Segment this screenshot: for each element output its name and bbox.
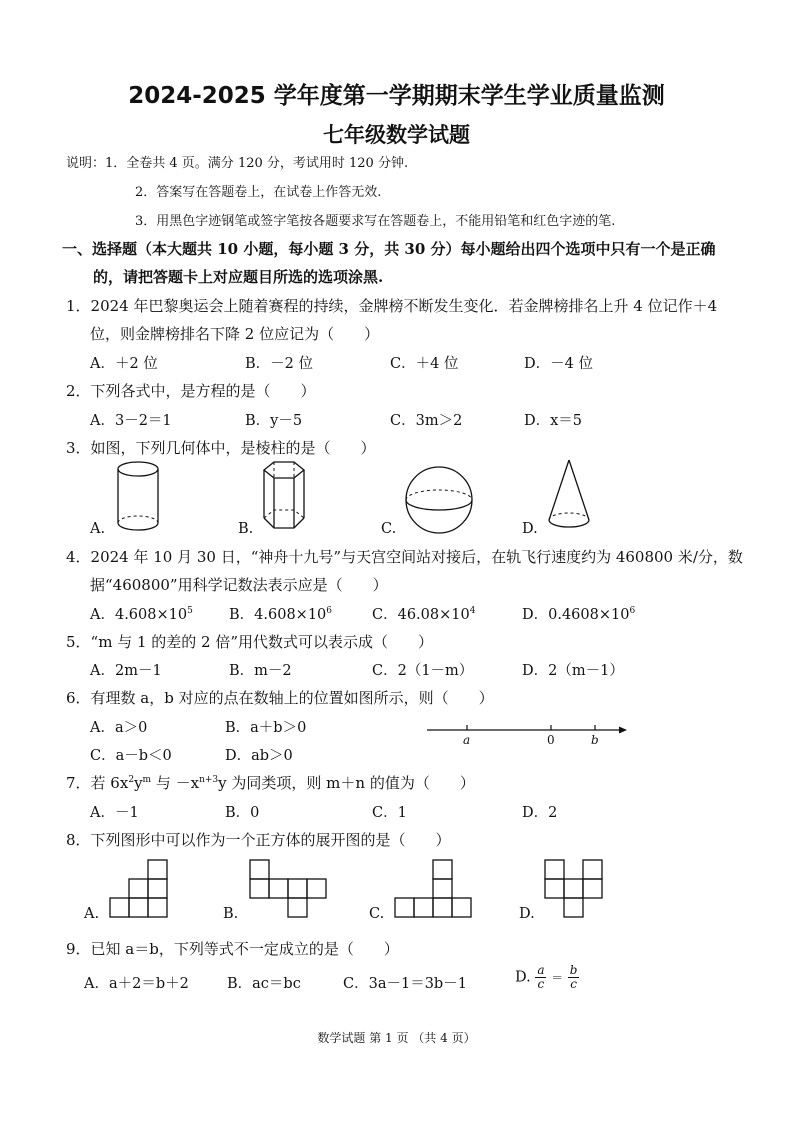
q8-option-b: B.	[223, 906, 239, 922]
q5-option-a: A．2m－1	[90, 663, 162, 679]
q2-option-a: A．3－2＝1	[90, 413, 172, 429]
q7-stem: 7．若 $6x^2y^m$ 与 $-x^{n+3}y$ 为同类项，则 m＋n 的值为（ ）	[66, 774, 475, 792]
q7-option-b: B．0	[225, 805, 260, 821]
q7-option-d: D．2	[522, 805, 558, 821]
section-heading-line1: 一、选择题（本大题共 10 小题，每小题 3 分，共 30 分）每小题给出四个选项中只有一个是正确	[62, 240, 716, 258]
q6-option-a: A．a＞0	[90, 720, 148, 736]
q4-stem-line1: 4．2024 年 10 月 30 日，“神舟十九号”与天宫空间站对接后，在轨飞行速度约为 460800 米/分，数	[66, 548, 743, 566]
q1-stem-line2: 位，则金牌榜排名下降 2 位应记为（ ）	[90, 325, 380, 343]
q6-option-d: D．ab＞0	[225, 748, 293, 764]
cube-net-b	[250, 860, 350, 920]
sphere-figure	[402, 463, 478, 539]
cylinder-figure	[110, 460, 170, 535]
q4-option-c: C．$46.08\times 10^4$	[372, 606, 476, 623]
q6-option-c: C．a－b＜0	[90, 748, 172, 764]
q1-option-a: A．＋2 位	[90, 356, 158, 372]
fraction-a-over-c: $\frac{a}{c}$	[537, 963, 545, 991]
q4-option-d: D．$0.4608\times 10^6$	[522, 606, 636, 623]
q3-option-d: D.	[522, 521, 538, 537]
q9-option-a: A．a＋2＝b＋2	[84, 976, 189, 992]
q4-stem-line2: 据“460800”用科学记数法表示应是（ ）	[90, 576, 388, 594]
q2-option-c: C．3m＞2	[390, 413, 463, 429]
axis-label-a: a	[463, 733, 471, 747]
q1-option-b: B．－2 位	[245, 356, 313, 372]
q4-option-b: B．$4.608\times 10^6$	[229, 606, 333, 623]
q8-option-d: D.	[519, 906, 535, 922]
q6-option-b: B．a＋b＞0	[225, 720, 307, 736]
q8-option-a: A.	[84, 906, 100, 922]
hexagonal-prism-figure	[258, 458, 318, 536]
q1-option-c: C．＋4 位	[390, 356, 459, 372]
q2-option-d: D．x＝5	[524, 413, 583, 429]
cone-figure	[545, 456, 605, 538]
q3-option-b: B.	[238, 521, 254, 537]
cube-net-a	[110, 860, 190, 920]
section-heading-line2: 的，请把答题卡上对应题目所选的选项涂黑.	[93, 268, 384, 286]
fraction-b-over-c: $\frac{b}{c}$	[569, 963, 578, 991]
q3-stem: 3．如图，下列几何体中，是棱柱的是（ ）	[66, 439, 376, 457]
q7-option-a: A．－1	[90, 805, 139, 821]
q8-stem: 8．下列图形中可以作为一个正方体的展开图的是（ ）	[66, 831, 451, 849]
q5-option-d: D．2（m－1）	[522, 663, 624, 679]
q9-option-b: B．ac＝bc	[227, 976, 301, 992]
q1-option-d: D．－4 位	[524, 356, 593, 372]
q1-stem-line1: 1．2024 年巴黎奥运会上随着赛程的持续，金牌榜不断发生变化．若金牌榜排名上升 4 位记作＋4	[66, 297, 718, 315]
q2-stem: 2．下列各式中，是方程的是（ ）	[66, 382, 316, 400]
q4-option-a: A．$4.608\times 10^5$	[90, 606, 193, 623]
page-subtitle: 七年级数学试题	[323, 123, 470, 147]
q3-option-a: A.	[90, 521, 106, 537]
note-3: 3．用黑色字迹钢笔或签字笔按各题要求写在答题卷上，不能用铅笔和红色字迹的笔.	[135, 214, 616, 229]
q9-option-c: C．3a－1＝3b－1	[343, 976, 467, 992]
number-line	[427, 722, 632, 752]
axis-label-zero: 0	[547, 733, 555, 747]
q9-stem: 9．已知 a＝b，下列等式不一定成立的是（ ）	[66, 940, 399, 958]
q9-option-d: D. $\frac{a}{c}$ ＝ $\frac{b}{c}$	[515, 963, 578, 991]
q8-option-c: C.	[369, 906, 385, 922]
cube-net-d	[545, 860, 625, 920]
q5-option-c: C．2（1－m）	[372, 663, 474, 679]
page-title: 2024-2025 学年度第一学期期末学生学业质量监测	[128, 83, 665, 109]
q5-option-b: B．m－2	[229, 663, 292, 679]
q7-option-c: C．1	[372, 805, 407, 821]
q2-option-b: B．y－5	[245, 413, 303, 429]
note-2: 2．答案写在答题卷上，在试卷上作答无效.	[135, 185, 382, 200]
q6-stem: 6．有理数 a，b 对应的点在数轴上的位置如图所示，则（ ）	[66, 689, 494, 707]
q5-stem: 5．“m 与 1 的差的 2 倍”用代数式可以表示成（ ）	[66, 633, 434, 651]
q3-option-c: C.	[381, 521, 397, 537]
axis-label-b: b	[591, 733, 599, 747]
page-footer: 数学试题 第 1 页 （共 4 页）	[317, 1031, 476, 1045]
cube-net-c	[395, 860, 485, 920]
note-1: 说明：1．全卷共 4 页。满分 120 分，考试用时 120 分钟.	[66, 156, 409, 171]
